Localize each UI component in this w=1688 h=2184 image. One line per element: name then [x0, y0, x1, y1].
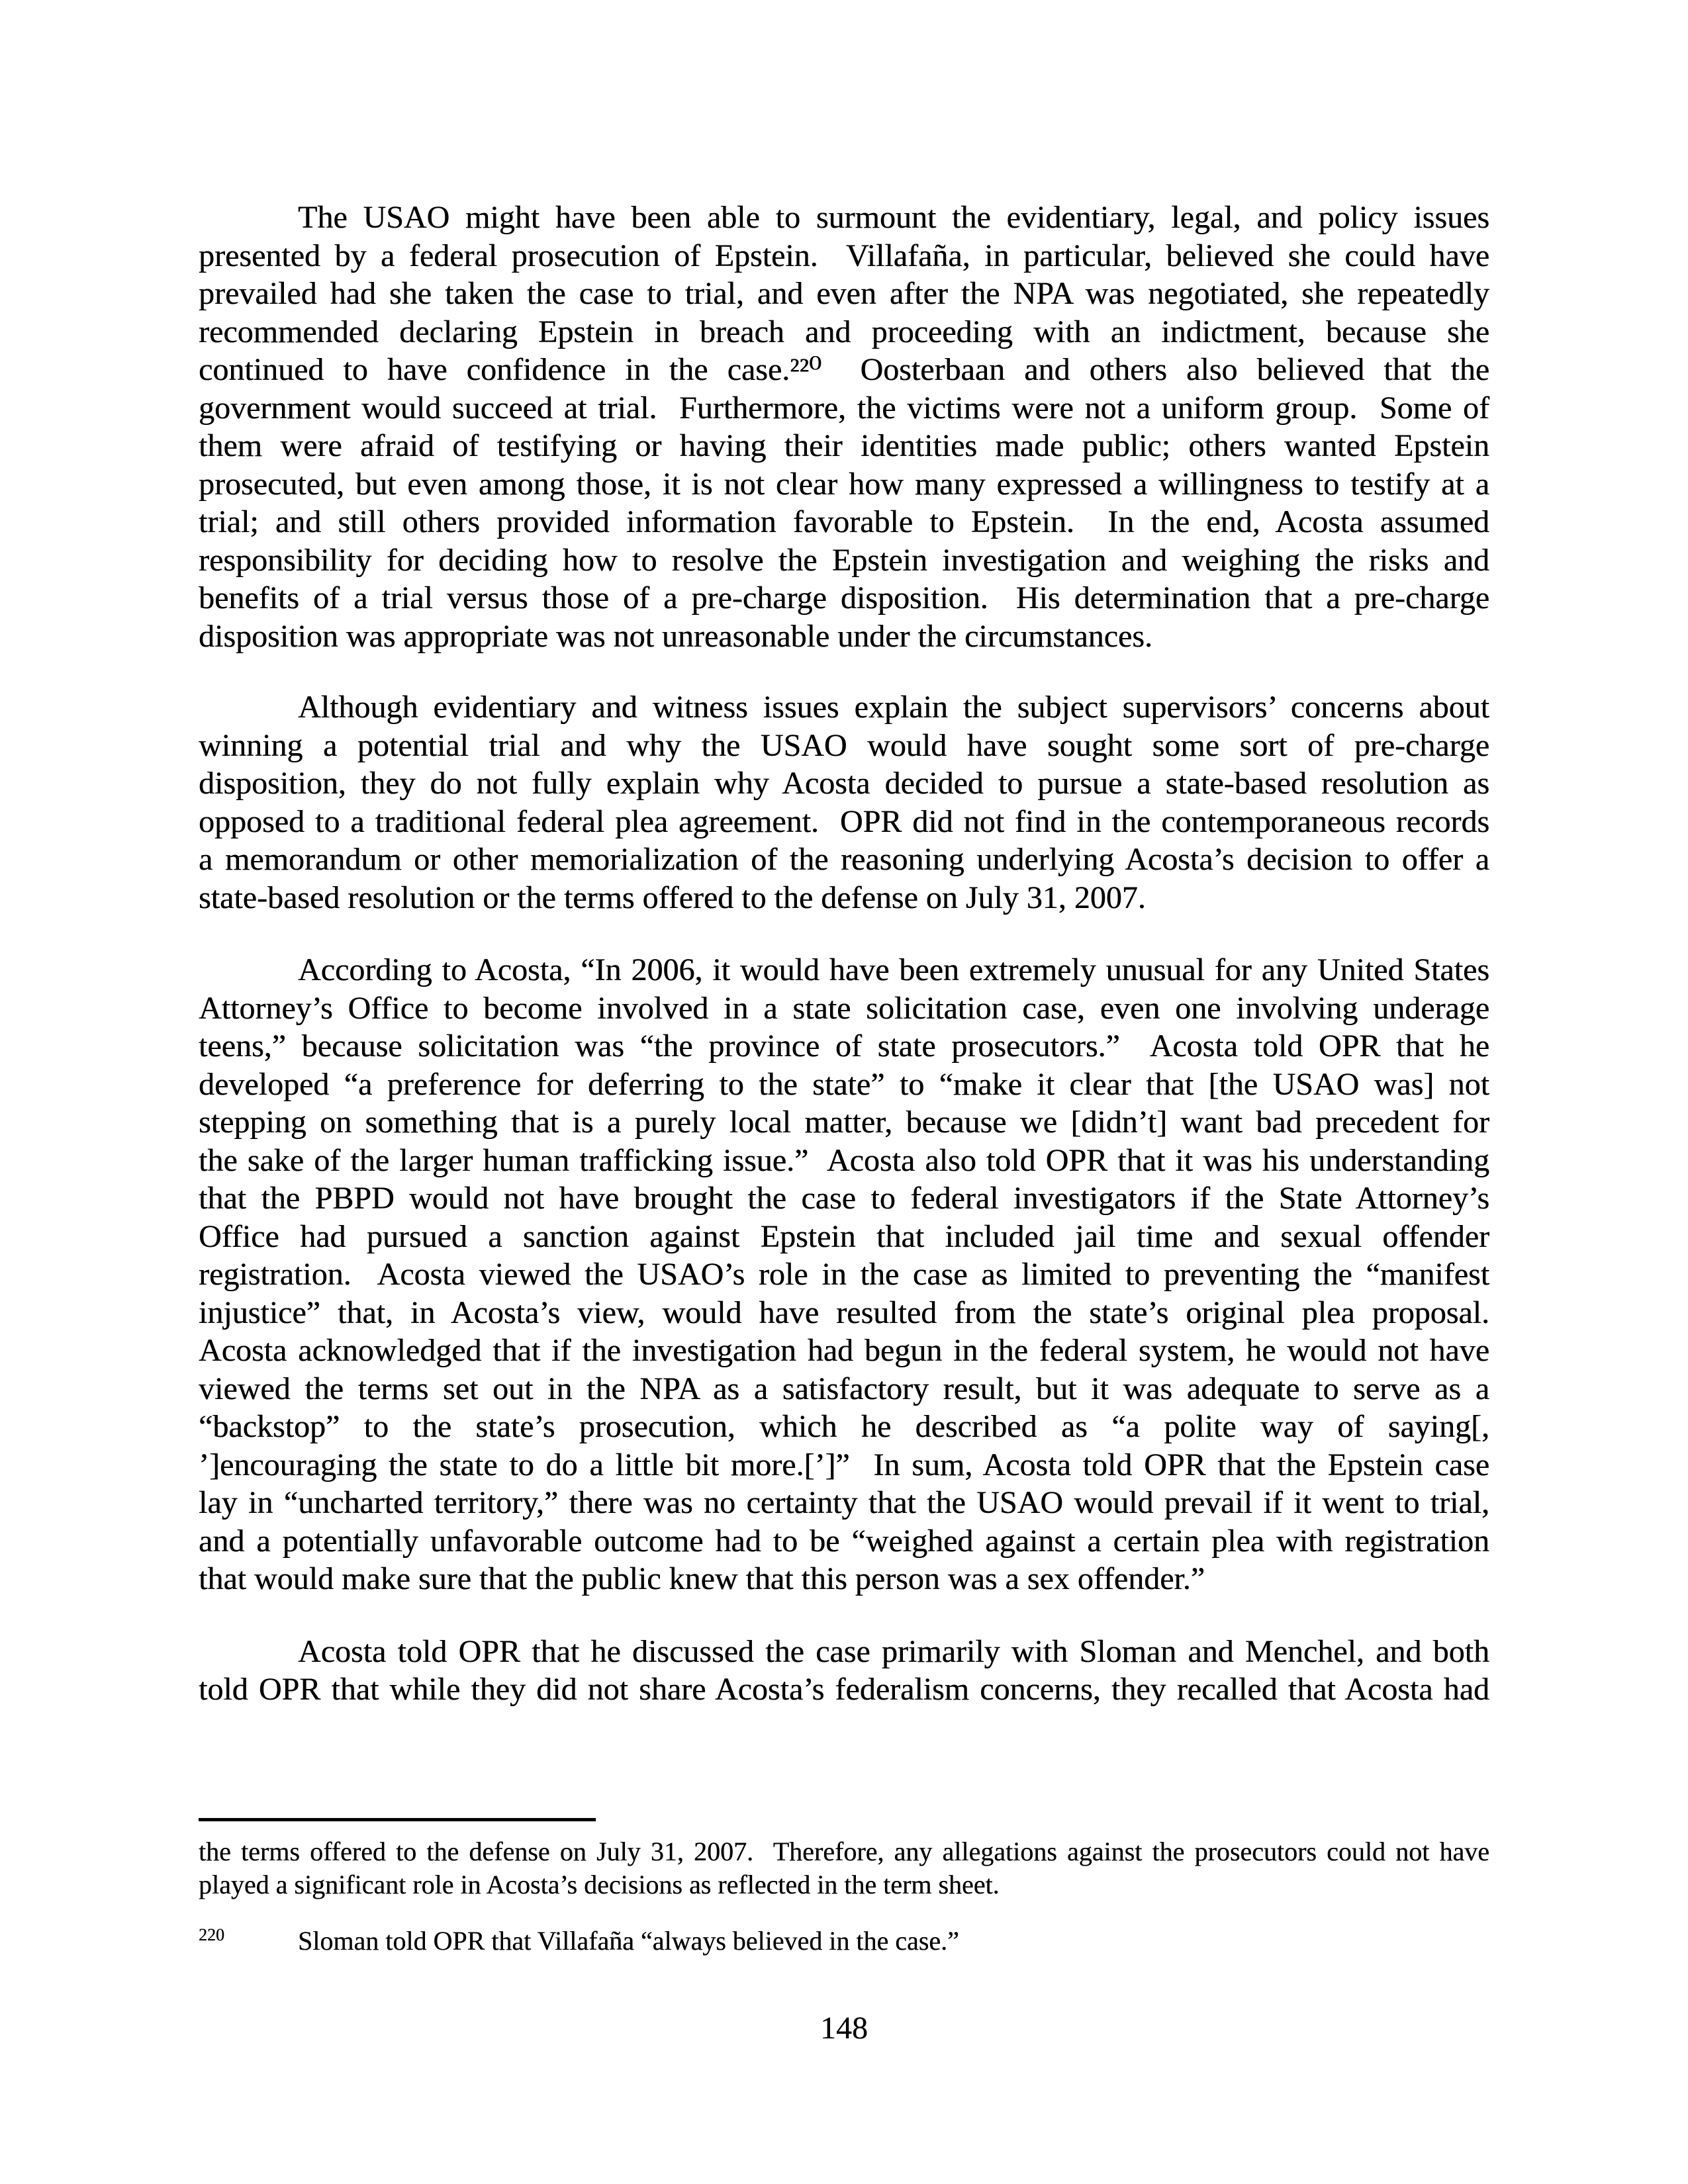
footnote-separator	[199, 1818, 596, 1821]
text-line: teens,” because solicitation was “the province of state prosecutors.” Acosta told OPR that he	[199, 1028, 1489, 1064]
text-line: Office had pursued a sanction against Epstein that included jail time and sexual offender	[199, 1218, 1489, 1254]
footnote-text-line: the terms offered to the defense on July 31, 2007. Therefore, any allegations against the prosecutors could not have	[199, 1837, 1489, 1866]
text-line: benefits of a trial versus those of a pre-charge disposition. His determination that a pre-charge	[199, 580, 1489, 615]
text-line: Acosta acknowledged that if the investigation had begun in the federal system, he would not have	[199, 1333, 1489, 1368]
text-line: government would succeed at trial. Furthermore, the victims were not a uniform group. Some of	[199, 390, 1489, 426]
footnote-text: Sloman told OPR that Villafaña “always believed in the case.”	[298, 1926, 959, 1956]
text-line: viewed the terms set out in the NPA as a satisfactory result, but it was adequate to serve as a	[199, 1371, 1489, 1406]
text-line: recommended declaring Epstein in breach and proceeding with an indictment, because she	[199, 314, 1489, 349]
text-line: disposition, they do not fully explain why Acosta decided to pursue a state-based resolution as	[199, 766, 1489, 801]
paragraph-4	[199, 1633, 1489, 1709]
footnote-text-line: played a significant role in Acosta’s decisions as reflected in the term sheet.	[199, 1870, 1000, 1899]
text-line: “backstop” to the state’s prosecution, which he described as “a polite way of saying[,	[199, 1409, 1489, 1444]
footnote-marker: 220	[199, 1925, 224, 1944]
paragraph-3	[199, 951, 1489, 1598]
body-text	[199, 199, 1489, 1709]
text-line: developed “a preference for deferring to the state” to “make it clear that [the USAO was] not	[199, 1066, 1489, 1102]
text-line: a memorandum or other memorialization of the reasoning underlying Acosta’s decision to offer a	[199, 842, 1489, 877]
text-line-footnote-ref: continued to have confidence in the case.²²⁰ Oosterbaan and others also believed that the	[199, 352, 1489, 387]
text-line: presented by a federal prosecution of Epstein. Villafaña, in particular, believed she could have	[199, 238, 1489, 273]
text-line: that the PBPD would not have brought the case to federal investigators if the State Attorney’s	[199, 1181, 1489, 1216]
text-line: prevailed had she taken the case to trial, and even after the NPA was negotiated, she repeatedly	[199, 276, 1489, 311]
text-line: responsibility for deciding how to resolve the Epstein investigation and weighing the risks and	[199, 542, 1489, 578]
text-line: that would make sure that the public knew that this person was a sex offender.”	[199, 1561, 1205, 1596]
text-line: Attorney’s Office to become involved in a state solicitation case, even one involving underage	[199, 990, 1489, 1026]
paragraph-2	[199, 688, 1489, 917]
page-number: 148	[820, 2011, 868, 2046]
paragraph-1	[199, 199, 1489, 655]
text-line: registration. Acosta viewed the USAO’s role in the case as limited to preventing the “manifest	[199, 1257, 1489, 1292]
text-line: and a potentially unfavorable outcome had to be “weighed against a certain plea with registration	[199, 1523, 1489, 1559]
text-line: them were afraid of testifying or having their identities made public; others wanted Epstein	[199, 428, 1489, 463]
text-line: ’]encouraging the state to do a little bit more.[’]” In sum, Acosta told OPR that the Epstein case	[199, 1447, 1489, 1482]
text-line: lay in “uncharted territory,” there was no certainty that the USAO would prevail if it went to trial,	[199, 1485, 1489, 1520]
text-line: trial; and still others provided information favorable to Epstein. In the end, Acosta assumed	[199, 504, 1489, 539]
text-line: injustice” that, in Acosta’s view, would have resulted from the state’s original plea proposal.	[199, 1295, 1489, 1330]
text-line: told OPR that while they did not share Acosta’s federalism concerns, they recalled that Acosta had	[199, 1672, 1489, 1707]
text-line: the sake of the larger human trafficking issue.” Acosta also told OPR that it was his understanding	[199, 1142, 1489, 1178]
text-line: opposed to a traditional federal plea agreement. OPR did not find in the contemporaneous records	[199, 803, 1489, 839]
text-line: prosecuted, but even among those, it is not clear how many expressed a willingness to testify at a	[199, 466, 1489, 502]
footnote-continuation	[199, 1835, 1489, 1901]
text-line: stepping on something that is a purely local matter, because we [didn’t] want bad precedent for	[199, 1105, 1489, 1140]
text-line: disposition was appropriate was not unreasonable under the circumstances.	[199, 618, 1152, 654]
text-line: According to Acosta, “In 2006, it would have been extremely unusual for any United States	[298, 952, 1489, 987]
text-line: The USAO might have been able to surmount the evidentiary, legal, and policy issues	[298, 200, 1489, 235]
text-line: winning a potential trial and why the USAO would have sought some sort of pre-charge	[199, 727, 1489, 763]
text-line: state-based resolution or the terms offered to the defense on July 31, 2007.	[199, 880, 1146, 915]
text-line: Acosta told OPR that he discussed the case primarily with Sloman and Menchel, and both	[298, 1633, 1489, 1669]
text-line: Although evidentiary and witness issues explain the subject supervisors’ concerns about	[298, 690, 1489, 725]
footnote-220	[199, 1925, 1489, 1961]
